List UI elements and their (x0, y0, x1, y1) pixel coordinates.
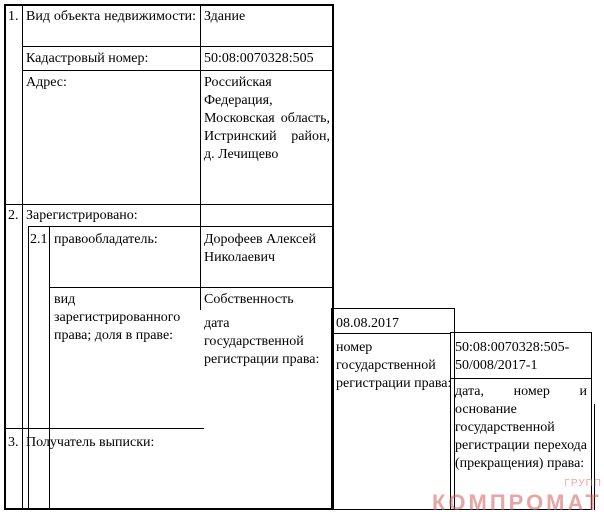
table-divider (22, 46, 332, 47)
table-divider (49, 287, 334, 288)
watermark-subtext: ГРУПП (564, 478, 602, 489)
table-divider (4, 204, 334, 205)
table-divider (22, 4, 23, 510)
cadastral-value: 50:08:0070328:505 (204, 51, 314, 66)
reg-date-label: дата государственной регистрации права: (204, 316, 320, 367)
reg-date-value: 08.08.2017 (336, 316, 399, 331)
address-label: Адрес: (26, 75, 67, 90)
holder-value: Дорофеев Алексей Николаевич (204, 232, 317, 265)
watermark-logo (432, 478, 604, 518)
reg-number-label: номер государственной регистрации права: (336, 340, 452, 391)
transfer-label: дата, номер и основание государственной регистрации перехода (прекращения) права: (455, 384, 587, 471)
row-1-number: 1. (8, 9, 19, 24)
cadastral-label: Кадастровый номер: (26, 51, 149, 66)
row-2-number: 2. (8, 208, 19, 223)
row-2-1-number: 2.1 (30, 232, 48, 247)
table-divider (450, 378, 592, 379)
reg-number-value: 50:08:0070328:505-50/008/2017-1 (455, 340, 570, 373)
table-divider (49, 226, 50, 510)
table-divider (22, 70, 332, 71)
row-3-number: 3. (8, 435, 19, 450)
registered-label: Зарегистрировано: (26, 208, 138, 223)
holder-label: правообладатель: (54, 232, 158, 247)
watermark-text: КОМПРОМАТ (432, 490, 602, 515)
table-divider (331, 333, 451, 334)
object-type-label: Вид объекта недвижимости: (26, 9, 196, 24)
object-type-value: Здание (204, 9, 246, 24)
right-type-label: вид зарегистрированного права; доля в праве: (54, 292, 181, 343)
right-type-value: Собственность (204, 292, 294, 307)
address-value: Российская Федерация, Московская область, Истринский район, д. Лечищево (204, 75, 330, 162)
recipient-label: Получатель выписки: (26, 435, 155, 450)
